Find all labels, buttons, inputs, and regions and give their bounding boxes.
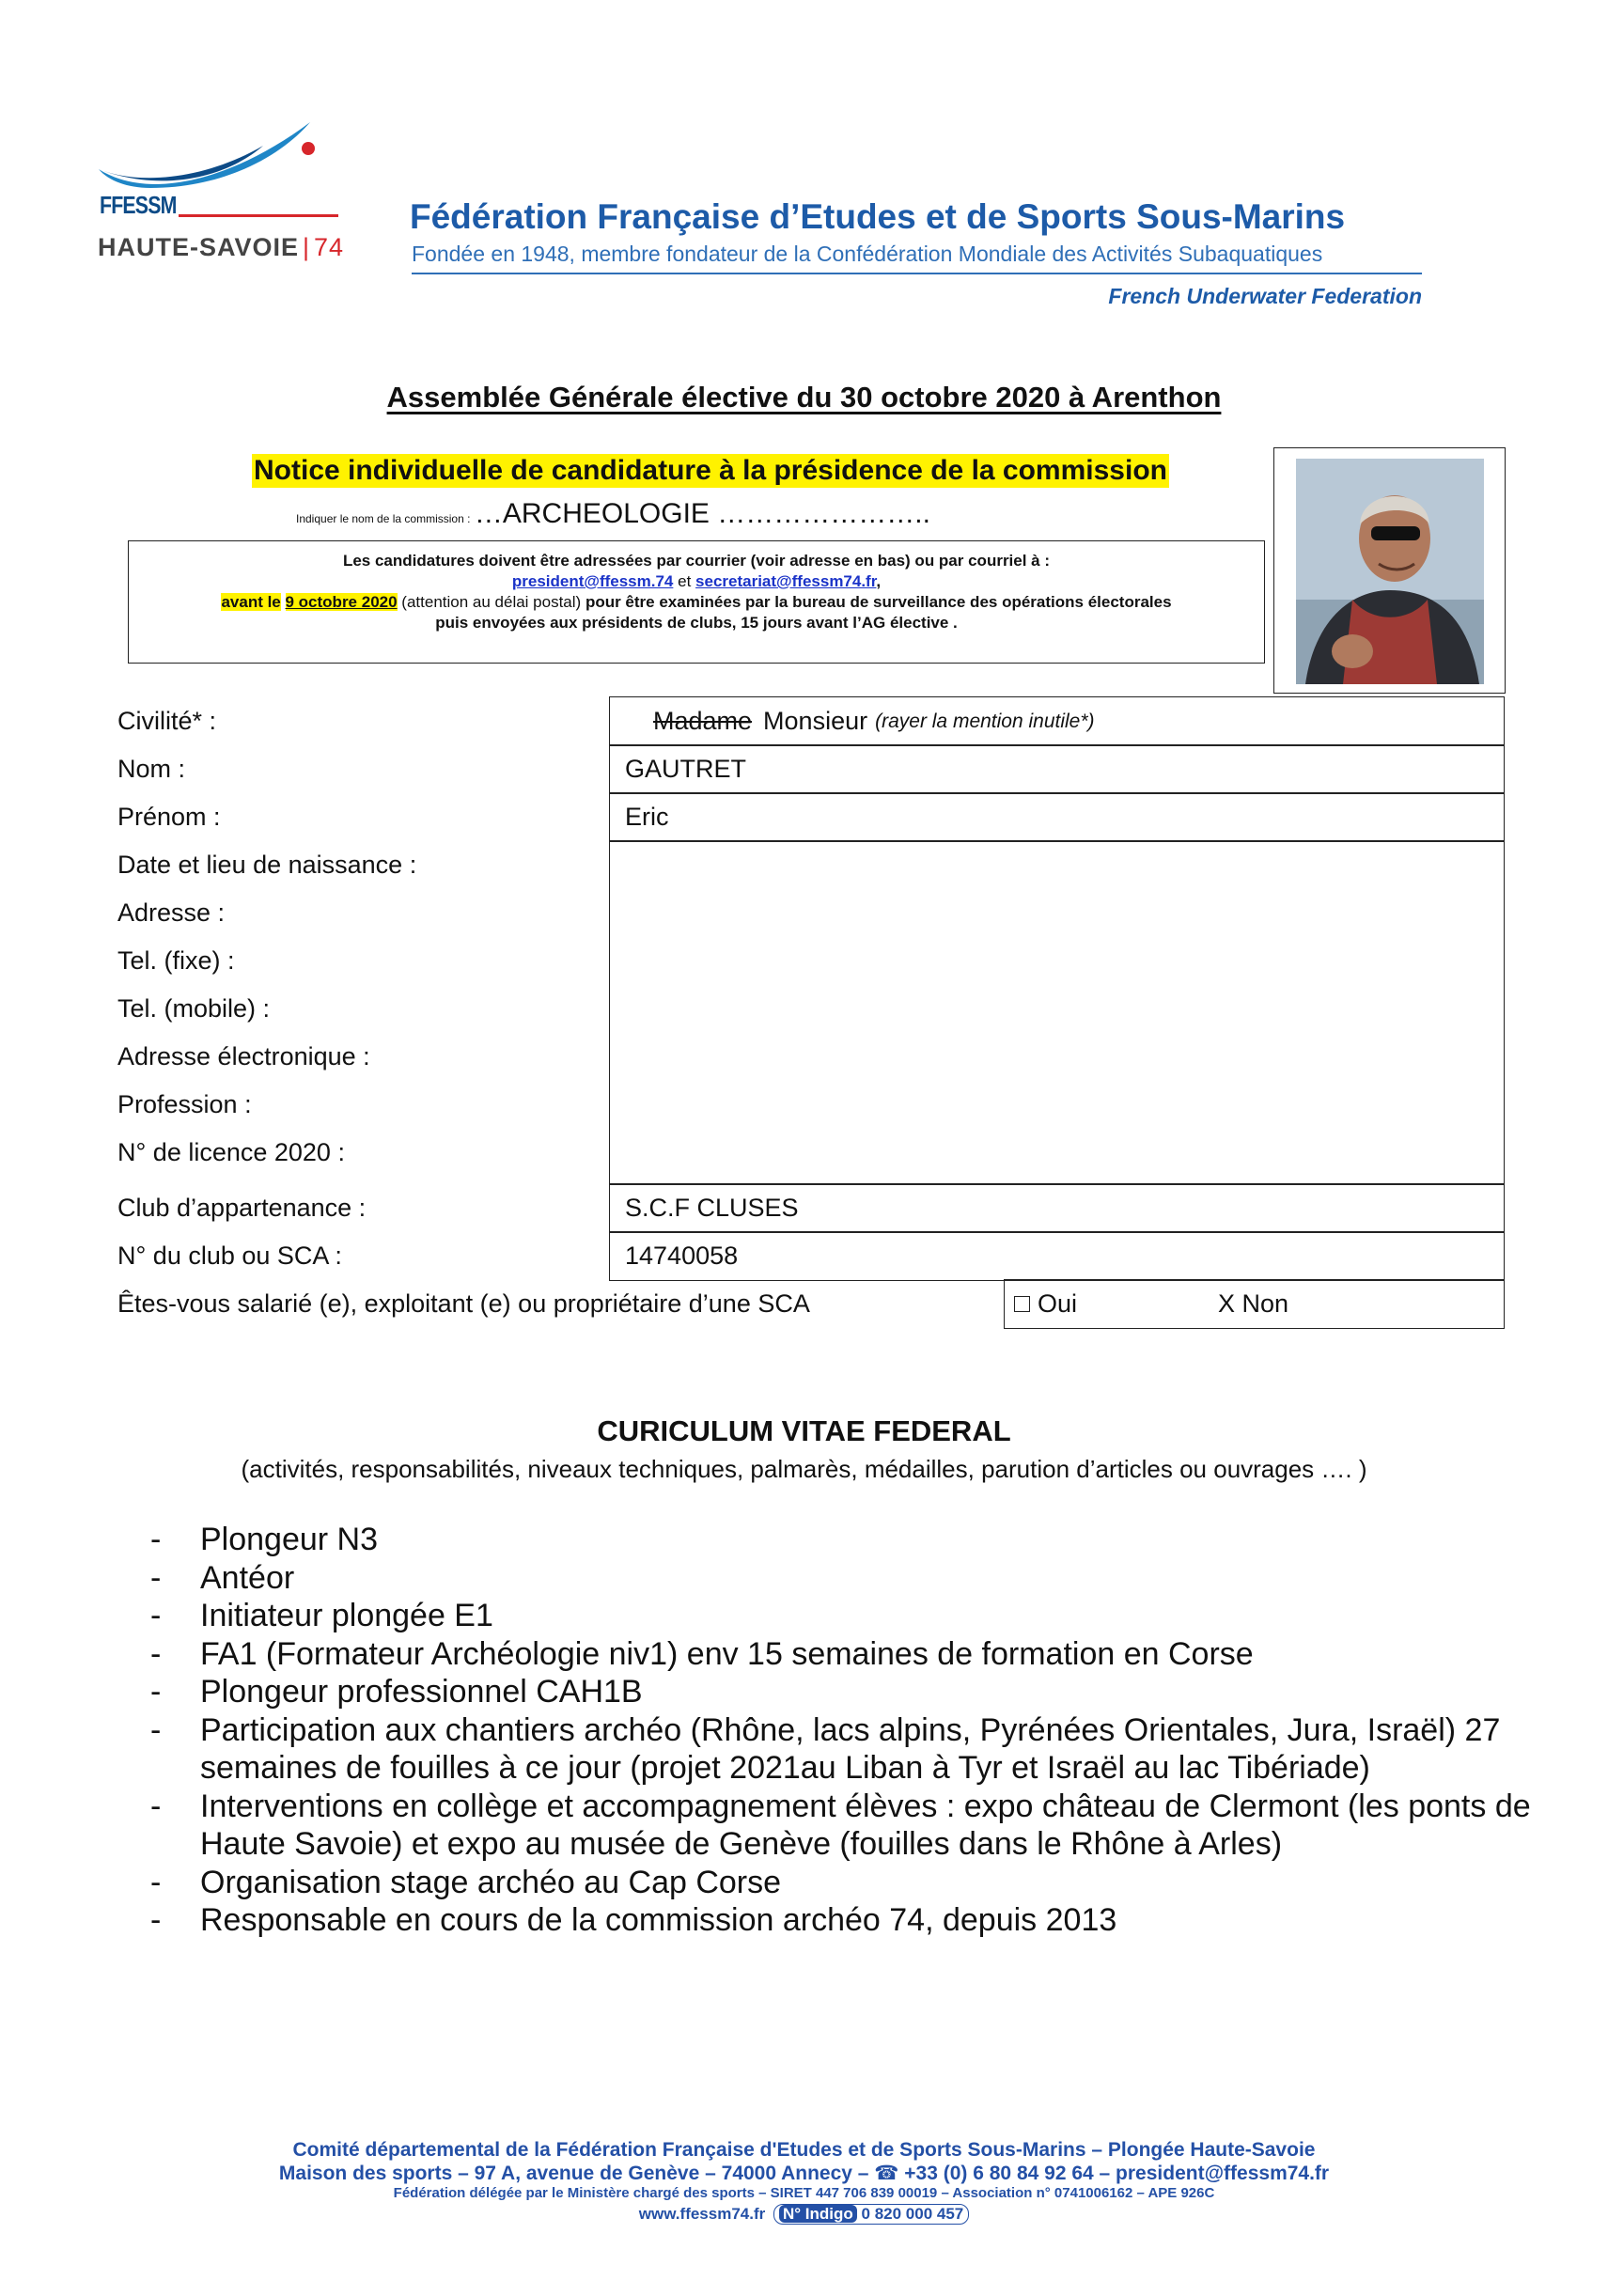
sca-answer-field (1004, 1279, 1505, 1329)
civilite-note: (rayer la mention inutile*) (875, 710, 1095, 732)
cv-item-text: Plongeur professionnel CAH1B (200, 1674, 643, 1710)
cv-item (150, 1673, 1560, 1711)
federation-name: Fédération Française d’Etudes et de Sports Sous-Marins (410, 197, 1346, 236)
civilite-monsieur: Monsieur (763, 707, 868, 735)
and-text: et (678, 572, 692, 590)
sca-question: Êtes-vous salarié (e), exploitant (e) ou propriétaire d’une SCA (117, 1289, 810, 1318)
cv-dash: - (150, 1711, 162, 1748)
nom-value: GAUTRET (625, 755, 747, 783)
footer-website-link[interactable]: www.ffessm74.fr (638, 2205, 766, 2223)
cv-item-text: Antéor (200, 1559, 295, 1596)
commission-value: …ARCHEOLOGIE ………………….. (474, 498, 930, 529)
club-number-field[interactable] (609, 1231, 1505, 1281)
deadline-date: 9 octobre 2020 (285, 593, 398, 611)
email-label: Adresse électronique : (117, 1042, 370, 1070)
cv-item-text: Participation aux chantiers archéo (Rhône, lacs alpins, Pyrénées Orientales, Jura, Israël) 27 semaines de fouilles à ce jour (projet 2021au Liban à Tyr et Israël au lac Tibériade) (200, 1711, 1501, 1786)
cv-subtitle: (activités, responsabilités, niveaux techniques, palmarès, médailles, parution d’articles ou ouvrages …. ) (241, 1455, 1367, 1483)
cv-list (150, 1521, 1560, 1940)
cv-item (150, 1901, 1560, 1940)
logo-region-number: 74 (314, 233, 345, 261)
cv-item (150, 1521, 1560, 1559)
footer-committee: Comité départemental de la Fédération Française d'Etudes et de Sports Sous-Marins – Plongée Haute-Savoie (292, 2139, 1316, 2161)
cv-dash: - (150, 1559, 162, 1596)
adresse-label: Adresse : (117, 898, 226, 927)
club-field[interactable] (609, 1183, 1505, 1233)
footer-legal: Fédération délégée par le Ministère chargé des sports – SIRET 447 706 839 00019 – Association n° 0741006162 – APE 926C (393, 2185, 1215, 2201)
instructions-line-2 (129, 571, 1264, 592)
sca-oui-checkbox[interactable] (1014, 1296, 1030, 1312)
indigo-badge (773, 2204, 969, 2225)
nom-field[interactable] (609, 744, 1505, 794)
cv-dash: - (150, 1598, 162, 1633)
profession-label: Profession : (117, 1090, 252, 1118)
cv-item-text: Interventions en collège et accompagnement élèves : expo château de Clermont (les ponts de Haute Savoie) et expo au musée de Genève (fouilles dans le Rhône à Arles) (200, 1788, 1531, 1862)
submission-instructions-box (128, 540, 1265, 664)
naissance-label: Date et lieu de naissance : (117, 851, 417, 879)
sca-non-label: X Non (1218, 1289, 1289, 1318)
logo-ffessm-text: FFESSM (100, 191, 177, 219)
cv-dash: - (150, 1674, 162, 1710)
cv-item (150, 1597, 1560, 1635)
deadline-rest: pour être examinées par la bureau de surveillance des opérations électorales (585, 593, 1172, 611)
logo-red-line (179, 214, 338, 217)
cv-item-text: Plongeur N3 (200, 1522, 379, 1557)
deadline-note: (attention au délai postal) (401, 593, 582, 611)
civilite-label: Civilité* : (117, 707, 217, 735)
deadline-prefix: avant le (221, 593, 281, 611)
commission-row (296, 498, 930, 530)
notice-heading: Notice individuelle de candidature à la présidence de la commission (254, 455, 1167, 486)
cv-item-text: FA1 (Formateur Archéologie niv1) env 15 semaines de formation en Corse (200, 1635, 1254, 1672)
logo-separator: | (303, 233, 311, 261)
candidate-photo (1296, 459, 1484, 684)
cv-item (150, 1864, 1560, 1902)
cv-dash: - (150, 1635, 162, 1672)
instructions-line-3 (129, 592, 1264, 613)
civilite-madame: Madame (653, 707, 753, 735)
sca-oui-label: Oui (1038, 1289, 1078, 1318)
prenom-label: Prénom : (117, 803, 221, 831)
cv-dash: - (150, 1522, 162, 1557)
commission-label: Indiquer le nom de la commission : (296, 512, 471, 525)
cv-item (150, 1788, 1560, 1864)
cv-item-text: Organisation stage archéo au Cap Corse (200, 1864, 782, 1900)
instructions-line-4: puis envoyées aux présidents de clubs, 15 jours avant l’AG élective . (435, 614, 958, 632)
civilite-field[interactable] (609, 696, 1505, 746)
footer-contact (0, 2204, 1608, 2225)
header-divider (412, 273, 1422, 274)
indigo-number: 0 820 000 457 (861, 2205, 964, 2223)
president-email-link[interactable]: president@ffessm.74 (511, 572, 674, 590)
comma-text: , (876, 572, 882, 590)
cv-item-text: Responsable en cours de la commission archéo 74, depuis 2013 (200, 1902, 1117, 1938)
personal-details-field[interactable] (609, 840, 1505, 1185)
cv-item (150, 1711, 1560, 1788)
prenom-field[interactable] (609, 792, 1505, 842)
page-title (0, 381, 1608, 414)
indigo-label: N° Indigo (779, 2205, 857, 2223)
federation-subtitle: Fondée en 1948, membre fondateur de la Confédération Mondiale des Activités Subaquatiques (412, 242, 1323, 266)
cv-dash: - (150, 1864, 162, 1900)
club-label: Club d’appartenance : (117, 1194, 367, 1222)
cv-dash: - (150, 1902, 162, 1938)
ffessm-wave-logo (94, 113, 348, 202)
footer-address: Maison des sports – 97 A, avenue de Genève – 74000 Annecy – ☎ +33 (0) 6 80 84 92 64 – president@ffessm74.fr (278, 2163, 1330, 2184)
page-title-text: Assemblée Générale élective du 30 octobre 2020 à Arenthon (386, 381, 1222, 414)
cv-item (150, 1559, 1560, 1598)
secretariat-email-link[interactable]: secretariat@ffessm74.fr (695, 572, 877, 590)
cv-dash: - (150, 1788, 162, 1824)
club-number-label: N° du club ou SCA : (117, 1242, 342, 1270)
cv-title: CURICULUM VITAE FEDERAL (597, 1414, 1011, 1447)
tel-fixe-label: Tel. (fixe) : (117, 946, 235, 975)
club-number-value: 14740058 (625, 1242, 739, 1270)
tel-mobile-label: Tel. (mobile) : (117, 994, 271, 1023)
licence-label: N° de licence 2020 : (117, 1138, 345, 1166)
logo-region-name: HAUTE-SAVOIE (98, 233, 300, 261)
cv-item (150, 1635, 1560, 1674)
federation-english-name: French Underwater Federation (1108, 284, 1422, 308)
candidate-photo-image (1296, 459, 1484, 684)
logo-region (98, 233, 344, 262)
prenom-value: Eric (625, 803, 669, 831)
nom-label: Nom : (117, 755, 186, 783)
instructions-line-1: Les candidatures doivent être adressées par courrier (voir adresse en bas) ou par courriel à : (342, 552, 1051, 570)
club-value: S.C.F CLUSES (625, 1194, 799, 1222)
cv-item-text: Initiateur plongée E1 (200, 1598, 493, 1633)
